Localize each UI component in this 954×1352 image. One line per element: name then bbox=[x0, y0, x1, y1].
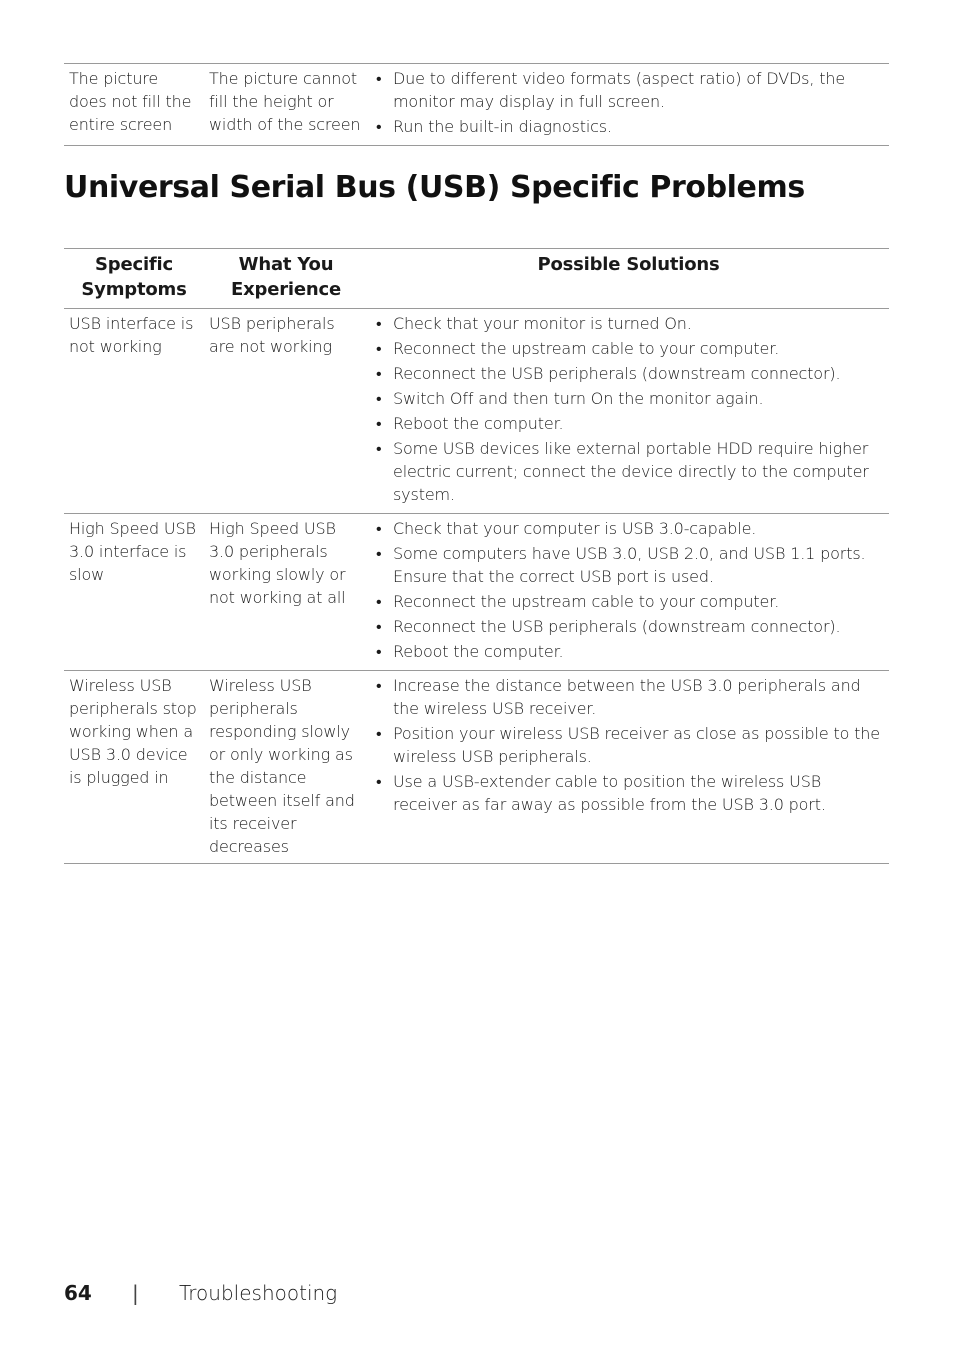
table-row bbox=[64, 671, 889, 864]
solution-item: • Reconnect the upstream cable to your computer. bbox=[393, 337, 884, 360]
experience-cell: High Speed USB 3.0 peripherals working slowly or not working at all bbox=[204, 514, 368, 671]
solutions-list bbox=[373, 674, 884, 816]
header-solutions: Possible Solutions bbox=[368, 249, 889, 309]
experience-cell: The picture cannot fill the height or width of the screen bbox=[204, 64, 368, 146]
solutions-list bbox=[373, 517, 884, 663]
document-page bbox=[64, 63, 889, 864]
solutions-cell bbox=[368, 64, 889, 146]
solution-item: • Some USB devices like external portable HDD require higher electric current; connect the device directly to the computer system. bbox=[393, 437, 884, 506]
experience-cell: USB peripherals are not working bbox=[204, 309, 368, 514]
solution-item: • Reconnect the USB peripherals (downstream connector). bbox=[393, 362, 884, 385]
solutions-list bbox=[373, 312, 884, 506]
solution-item: • Increase the distance between the USB 3.0 peripherals and the wireless USB receiver. bbox=[393, 674, 884, 720]
header-experience: What You Experience bbox=[204, 249, 368, 309]
symptom-cell: Wireless USB peripherals stop working when a USB 3.0 device is plugged in bbox=[64, 671, 204, 864]
experience-cell: Wireless USB peripherals responding slowly or only working as the distance between itself and its receiver decreases bbox=[204, 671, 368, 864]
solution-item: • Reconnect the USB peripherals (downstream connector). bbox=[393, 615, 884, 638]
symptom-cell: USB interface is not working bbox=[64, 309, 204, 514]
table-header-row bbox=[64, 249, 889, 309]
table-row bbox=[64, 64, 889, 146]
solution-item: • Reboot the computer. bbox=[393, 640, 884, 663]
solution-item: • Use a USB-extender cable to position the wireless USB receiver as far away as possible from the USB 3.0 port. bbox=[393, 770, 884, 816]
solution-item: • Due to different video formats (aspect ratio) of DVDs, the monitor may display in full screen. bbox=[393, 67, 884, 113]
table-row bbox=[64, 309, 889, 514]
solutions-cell bbox=[368, 671, 889, 864]
solutions-list bbox=[373, 67, 884, 138]
solution-item: • Check that your computer is USB 3.0-capable. bbox=[393, 517, 884, 540]
section-title: Universal Serial Bus (USB) Specific Problems bbox=[64, 170, 805, 205]
table-row bbox=[64, 514, 889, 671]
solution-item: • Some computers have USB 3.0, USB 2.0, and USB 1.1 ports. Ensure that the correct USB port is used. bbox=[393, 542, 884, 588]
header-symptoms: Specific Symptoms bbox=[64, 249, 204, 309]
solution-item: • Position your wireless USB receiver as close as possible to the wireless USB peripherals. bbox=[393, 722, 884, 768]
continuation-table bbox=[64, 63, 889, 146]
solution-item: • Run the built-in diagnostics. bbox=[393, 115, 884, 138]
solution-item: • Check that your monitor is turned On. bbox=[393, 312, 884, 335]
solution-item: • Reconnect the upstream cable to your computer. bbox=[393, 590, 884, 613]
solution-item: • Switch Off and then turn On the monitor again. bbox=[393, 387, 884, 410]
page-number: 64 bbox=[64, 1281, 92, 1305]
solution-item: • Reboot the computer. bbox=[393, 412, 884, 435]
solutions-cell bbox=[368, 309, 889, 514]
solutions-cell bbox=[368, 514, 889, 671]
chapter-name: Troubleshooting bbox=[179, 1281, 338, 1305]
symptom-cell: The picture does not fill the entire screen bbox=[64, 64, 204, 146]
usb-problems-table bbox=[64, 248, 889, 864]
footer-separator: | bbox=[132, 1281, 139, 1305]
symptom-cell: High Speed USB 3.0 interface is slow bbox=[64, 514, 204, 671]
